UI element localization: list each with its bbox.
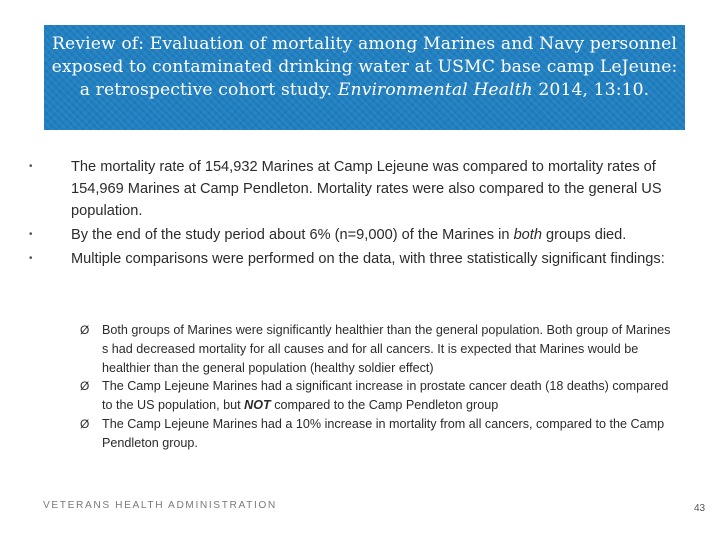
footer-org: VETERANS HEALTH ADMINISTRATION xyxy=(43,500,277,511)
bullet-text: The mortality rate of 154,932 Marines at Camp Lejeune was compared to mortality rates of 154,969 Marines at Camp Pendleton. Mortality rates were also compared to the general US population. xyxy=(71,159,662,219)
bullet-marker: • xyxy=(29,229,33,240)
arrow-bullet-icon: Ø xyxy=(80,379,90,394)
bullet-list xyxy=(25,156,690,272)
bullet-emphasis: both xyxy=(513,227,542,243)
finding-text: Both groups of Marines were significantly healthier than the general population. Both group of Marines s had decreased mortality for all causes and for all cancers. It is expected that Marines would be healthier than the general population (healthy soldier effect) xyxy=(102,323,671,375)
finding-emphasis: NOT xyxy=(244,398,271,413)
bullet-item xyxy=(25,224,690,246)
bullet-item xyxy=(25,156,690,222)
bullet-item xyxy=(25,248,690,270)
findings-list xyxy=(80,321,680,453)
bullet-text: Multiple comparisons were performed on the data, with three statistically significant findings: xyxy=(71,251,665,267)
journal-name: Environmental Health xyxy=(337,80,533,100)
bullet-text-post: groups died. xyxy=(541,227,627,243)
finding-text: The Camp Lejeune Marines had a 10% increase in mortality from all cancers, compared to the Camp Pendleton group. xyxy=(102,416,665,450)
finding-item xyxy=(80,415,680,453)
finding-text-post: compared to the Camp Pendleton group xyxy=(270,398,499,413)
title-citation: 2014, 13:10. xyxy=(532,80,650,100)
bullet-marker: • xyxy=(29,161,33,172)
title-main: Review of: Evaluation of mortality among Marines and Navy personnel exposed to contaminated drinking water at USMC base camp LeJeune: a retrospective cohort study. xyxy=(51,34,678,100)
arrow-bullet-icon: Ø xyxy=(80,323,90,337)
finding-item xyxy=(80,377,680,415)
bullet-marker: • xyxy=(29,253,33,264)
bullet-text-pre: By the end of the study period about 6% (n=9,000) of the Marines in xyxy=(71,227,514,243)
slide-title xyxy=(44,33,685,102)
finding-item xyxy=(80,321,680,377)
page-number: 43 xyxy=(694,503,706,514)
arrow-bullet-icon: Ø xyxy=(80,416,90,431)
finding-text-pre: The Camp Lejeune Marines had a significant increase in prostate cancer death (18 deaths) compared to the US population, but xyxy=(102,379,669,413)
